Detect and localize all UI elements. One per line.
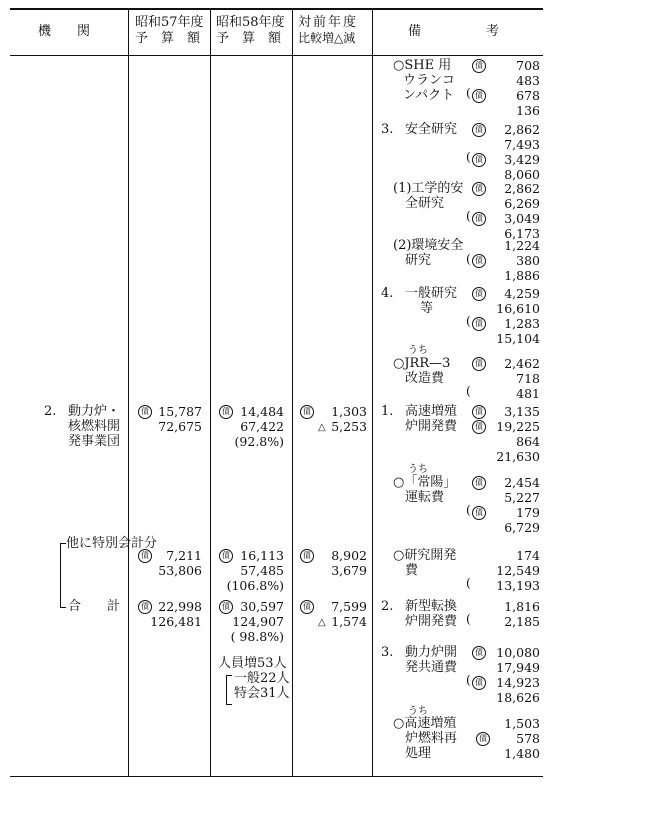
- org2-number: 2.: [44, 404, 57, 419]
- rem-k3-n1: 17,949: [496, 660, 540, 675]
- org2-diff-total: 5,253: [331, 419, 367, 434]
- sai-mark-icon: 債: [300, 600, 314, 614]
- rem-k3-n2: 14,923: [496, 675, 540, 690]
- rem-r3-n2: 3,429: [504, 152, 540, 167]
- rem-jrr-uchi: うち: [408, 345, 428, 356]
- rem-r32-line2: 研究: [405, 253, 432, 268]
- col-divider-4: [372, 9, 373, 777]
- tok-y58-ratio: (106.8%): [226, 578, 284, 593]
- rem-k1-n0: 3,135: [504, 404, 540, 419]
- rem-r3-n0: 2,862: [504, 122, 540, 137]
- paren-left: (: [466, 86, 471, 100]
- staff-special: 特会31人: [234, 686, 290, 701]
- rem-r32-line1: (2)環境安全: [393, 238, 464, 253]
- rem-jrr-n0: 2,462: [504, 356, 540, 371]
- rem-ken-n1: 12,549: [496, 563, 540, 578]
- paren-left: (: [466, 384, 471, 398]
- header-diff-line2: 比較増△減: [298, 31, 356, 45]
- tot-y57-total: 126,481: [150, 614, 202, 629]
- paren-left: (: [466, 209, 471, 223]
- rem-r4-n1: 16,610: [496, 301, 540, 316]
- sai-mark-icon: 債: [472, 59, 486, 73]
- rem-k3-n0: 10,080: [496, 645, 540, 660]
- paren-left: (: [466, 576, 471, 590]
- rem-k1-n1: 19,225: [496, 419, 540, 434]
- rem-k1-line1: 高速増殖: [405, 404, 458, 419]
- col-divider-2: [210, 9, 211, 777]
- sai-mark-icon: 債: [472, 89, 486, 103]
- tot-y58-total: 124,907: [232, 614, 284, 629]
- rem-she-n0: 708: [516, 58, 540, 73]
- org2-y57-total: 72,675: [158, 419, 202, 434]
- rem-she-line1: ○SHE 用: [393, 58, 452, 73]
- rem-r3-number: 3.: [381, 122, 394, 137]
- rem-she-n3: 136: [516, 103, 540, 118]
- rem-r3-n1: 7,493: [504, 137, 540, 152]
- rem-k2-n0: 1,816: [504, 599, 540, 614]
- triangle-icon: △: [318, 617, 326, 628]
- rem-she-line3: ンパクト: [403, 88, 455, 103]
- rem-jrr-line2: 改造費: [405, 371, 445, 386]
- org2-name-line2: 核燃料開: [68, 419, 121, 434]
- rem-r4-line2: 等: [420, 301, 434, 316]
- sai-mark-icon: 債: [472, 153, 486, 167]
- org2-y58-debt: 14,484: [240, 404, 284, 419]
- rem-r4-line1: 一般研究: [405, 286, 458, 301]
- org2-diff-debt: 1,303: [331, 404, 367, 419]
- col-divider-1: [128, 9, 129, 777]
- rem-ken-n2: 13,193: [496, 578, 540, 593]
- total-label: 合 計: [68, 599, 121, 614]
- tok-y58-total: 57,485: [240, 563, 284, 578]
- sai-mark-icon: 債: [472, 420, 486, 434]
- rem-joyo-line1: ○「常陽」: [393, 475, 457, 490]
- rem-ken-line1: ○研究開発: [393, 548, 457, 563]
- bottom-rule: [10, 776, 543, 777]
- tokubetsu-label: 他に特別会計分: [66, 536, 158, 551]
- sai-mark-icon: 債: [472, 405, 486, 419]
- org2-y57-debt: 15,787: [158, 404, 202, 419]
- org2-y58-total: 67,422: [240, 419, 284, 434]
- tot-y57-debt: 22,998: [158, 599, 202, 614]
- top-rule: [10, 8, 543, 10]
- header-biko: 備 考: [408, 24, 500, 39]
- header-kikan: 機 関: [38, 24, 91, 39]
- rem-r31-n2: 3,049: [504, 211, 540, 226]
- rem-joyo-uchi: うち: [408, 464, 428, 475]
- sai-mark-icon: 債: [300, 549, 314, 563]
- rem-r3-label: 安全研究: [405, 122, 458, 137]
- sai-mark-icon: 債: [472, 476, 486, 490]
- rem-joyo-n1: 5,227: [504, 490, 540, 505]
- paren-left: (: [466, 612, 471, 626]
- rem-r31-line1: (1)工学的安: [393, 181, 464, 196]
- org2-y58-ratio: (92.8%): [234, 434, 284, 449]
- tot-y58-debt: 30,597: [240, 599, 284, 614]
- rem-r4-number: 4.: [381, 286, 394, 301]
- rem-k2-number: 2.: [381, 599, 394, 614]
- tok-diff-total: 3,679: [331, 563, 367, 578]
- rem-she-n1: 483: [516, 73, 540, 88]
- tot-diff-total: 1,574: [331, 614, 367, 629]
- tok-y57-debt: 7,211: [166, 548, 202, 563]
- special-bracket: [60, 543, 66, 608]
- header-y57-line1: 昭和57年度: [135, 15, 204, 30]
- rem-r4-n0: 4,259: [504, 286, 540, 301]
- tok-y58-debt: 16,113: [240, 548, 284, 563]
- tot-y58-ratio: ( 98.8%): [230, 629, 284, 644]
- rem-k1-n3: 21,630: [496, 449, 540, 464]
- rem-fuel-n2: 1,480: [504, 746, 540, 761]
- staff-general: 一般22人: [234, 671, 290, 686]
- rem-k1-number: 1.: [381, 404, 394, 419]
- header-y58-line2: 予 算 額: [216, 31, 282, 46]
- sai-mark-icon: 債: [300, 405, 314, 419]
- rem-fuel-uchi: うち: [408, 706, 428, 717]
- paren-left: (: [466, 252, 471, 266]
- rem-fuel-line2: 炉燃料再: [405, 731, 458, 746]
- header-diff-line1: 対前年度: [298, 15, 359, 30]
- staff-increase: 人員増53人: [218, 656, 287, 671]
- rem-k2-line2: 炉開発費: [405, 614, 458, 629]
- rem-jrr-line1: ○JRR—3: [393, 356, 451, 371]
- rem-joyo-n3: 6,729: [504, 520, 540, 535]
- sai-mark-icon: 債: [472, 676, 486, 690]
- sai-mark-icon: 債: [472, 123, 486, 137]
- rem-joyo-n0: 2,454: [504, 475, 540, 490]
- rem-fuel-n1: 578: [516, 731, 540, 746]
- rem-jrr-n1: 718: [516, 371, 540, 386]
- rem-fuel-line1: ○高速増殖: [393, 716, 457, 731]
- sai-mark-icon: 債: [472, 646, 486, 660]
- sai-mark-icon: 債: [476, 732, 490, 746]
- sai-mark-icon: 債: [472, 317, 486, 331]
- rem-fuel-line3: 処理: [405, 746, 432, 761]
- rem-k1-n2: 864: [516, 434, 540, 449]
- org2-name-line3: 発事業団: [68, 434, 121, 449]
- rem-k3-number: 3.: [381, 645, 394, 660]
- rem-k2-n1: 2,185: [504, 614, 540, 629]
- rem-jrr-n2: 481: [516, 386, 540, 401]
- sai-mark-icon: 債: [472, 212, 486, 226]
- rem-r32-n1: 380: [516, 253, 540, 268]
- rem-k3-n3: 18,626: [496, 690, 540, 705]
- sai-mark-icon: 債: [219, 600, 233, 614]
- rem-r32-n0: 1,224: [504, 238, 540, 253]
- rem-ken-n0: 174: [516, 548, 540, 563]
- rem-k3-line1: 動力炉開: [405, 645, 458, 660]
- header-y58-line1: 昭和58年度: [216, 15, 285, 30]
- header-y57-line2: 予 算 額: [135, 31, 201, 46]
- rem-r3-n3: 8,060: [504, 167, 540, 182]
- rem-r4-n2: 1,283: [504, 316, 540, 331]
- triangle-icon: △: [318, 422, 326, 433]
- rem-r31-n0: 2,862: [504, 181, 540, 196]
- sai-mark-icon: 債: [472, 506, 486, 520]
- rem-k2-line1: 新型転換: [405, 599, 458, 614]
- rem-ken-line2: 費: [405, 563, 419, 578]
- paren-left: (: [466, 314, 471, 328]
- paren-left: (: [466, 673, 471, 687]
- rem-r32-n2: 1,886: [504, 268, 540, 283]
- org2-name-line1: 動力炉・: [68, 404, 121, 419]
- tot-diff-debt: 7,599: [331, 599, 367, 614]
- rem-she-line2: ウランコ: [403, 73, 456, 88]
- tok-y57-total: 53,806: [158, 563, 202, 578]
- sai-mark-icon: 債: [472, 254, 486, 268]
- rem-fuel-n0: 1,503: [504, 716, 540, 731]
- col-divider-3: [292, 9, 293, 777]
- rem-r31-n1: 6,269: [504, 196, 540, 211]
- rem-k3-line2: 発共通費: [405, 660, 458, 675]
- rem-r4-n3: 15,104: [496, 331, 540, 346]
- sai-mark-icon: 債: [138, 549, 152, 563]
- rem-joyo-line2: 運転費: [405, 490, 445, 505]
- paren-left: (: [466, 503, 471, 517]
- tok-diff-debt: 8,902: [331, 548, 367, 563]
- rem-she-n2: 678: [516, 88, 540, 103]
- sai-mark-icon: 債: [219, 405, 233, 419]
- sai-mark-icon: 債: [219, 549, 233, 563]
- rem-r31-n3: 6,173: [504, 226, 540, 241]
- sai-mark-icon: 債: [138, 405, 152, 419]
- sai-mark-icon: 債: [138, 600, 152, 614]
- rem-r31-line2: 全研究: [405, 196, 445, 211]
- paren-left: (: [466, 150, 471, 164]
- header-rule: [10, 55, 543, 56]
- sai-mark-icon: 債: [472, 287, 486, 301]
- sai-mark-icon: 債: [472, 357, 486, 371]
- rem-joyo-n2: 179: [516, 505, 540, 520]
- rem-k1-line2: 炉開発費: [405, 419, 458, 434]
- sai-mark-icon: 債: [472, 182, 486, 196]
- staff-bracket: [226, 675, 232, 705]
